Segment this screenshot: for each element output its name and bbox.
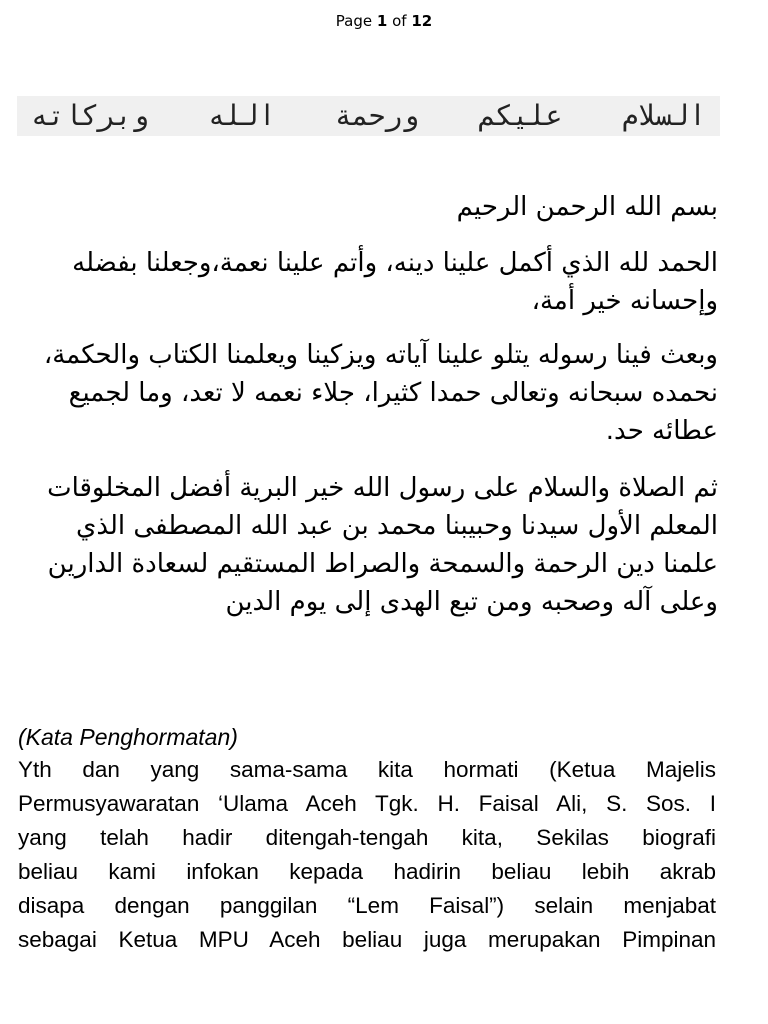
- baath-paragraph: [18, 336, 718, 450]
- body-line: beliau kami infokan kepada hadirin beliau lebih akrab: [18, 859, 716, 884]
- body-line: sebagai Ketua MPU Aceh beliau juga merupakan Pimpinan: [18, 927, 716, 952]
- page-of: of: [392, 12, 407, 30]
- salat-paragraph: [18, 469, 718, 621]
- baath-text: وبعث فينا رسوله يتلو علينا آياته ويزكينا ويعلمنا الكتاب والحكمة، نحمده سبحانه وتعالى حمدا كثيرا، جلاء نعمه لا تعد، وما لجميع عطائه حد.: [43, 340, 718, 446]
- kata-penghormatan-heading: (Kata Penghormatan): [18, 724, 238, 750]
- body-paragraph: [18, 753, 716, 957]
- body-line: Permusyawaratan ‘Ulama Aceh Tgk. H. Faisal Ali, S. Sos. I: [18, 791, 716, 816]
- body-line: disapa dengan panggilan “Lem Faisal”) selain menjabat: [18, 893, 716, 918]
- basmala-paragraph: [18, 188, 718, 226]
- basmala-text: بسم الله الرحمن الرحيم: [456, 192, 718, 222]
- page-prefix: Page: [335, 12, 373, 30]
- page-total: 12: [411, 12, 433, 30]
- hamd-text: الحمد لله الذي أكمل علينا دينه، وأتم علينا نعمة،وجعلنا بفضله وإحسانه خير أمة،: [72, 248, 718, 316]
- body-line: Yth dan yang sama-sama kita hormati (Ketua Majelis: [18, 757, 716, 782]
- page-number-header: [0, 12, 768, 30]
- salam-greeting: السلام عليكم ورحمة الله وبركاته: [17, 96, 720, 136]
- salat-text: ثم الصلاة والسلام على رسول الله خير البرية أفضل المخلوقات المعلم الأول سيدنا وحبيبنا محمد بن عبد الله المصطفى الذي علمنا دين الرحمة والسمحة والصراط المستقيم لسعادة الدارين وعلى آله وصحبه ومن تبع الهدى إلى يوم الدين: [47, 473, 718, 617]
- body-line: yang telah hadir ditengah-tengah kita, Sekilas biografi: [18, 825, 716, 850]
- hamd-paragraph: [18, 244, 718, 320]
- page-current: 1: [376, 12, 388, 30]
